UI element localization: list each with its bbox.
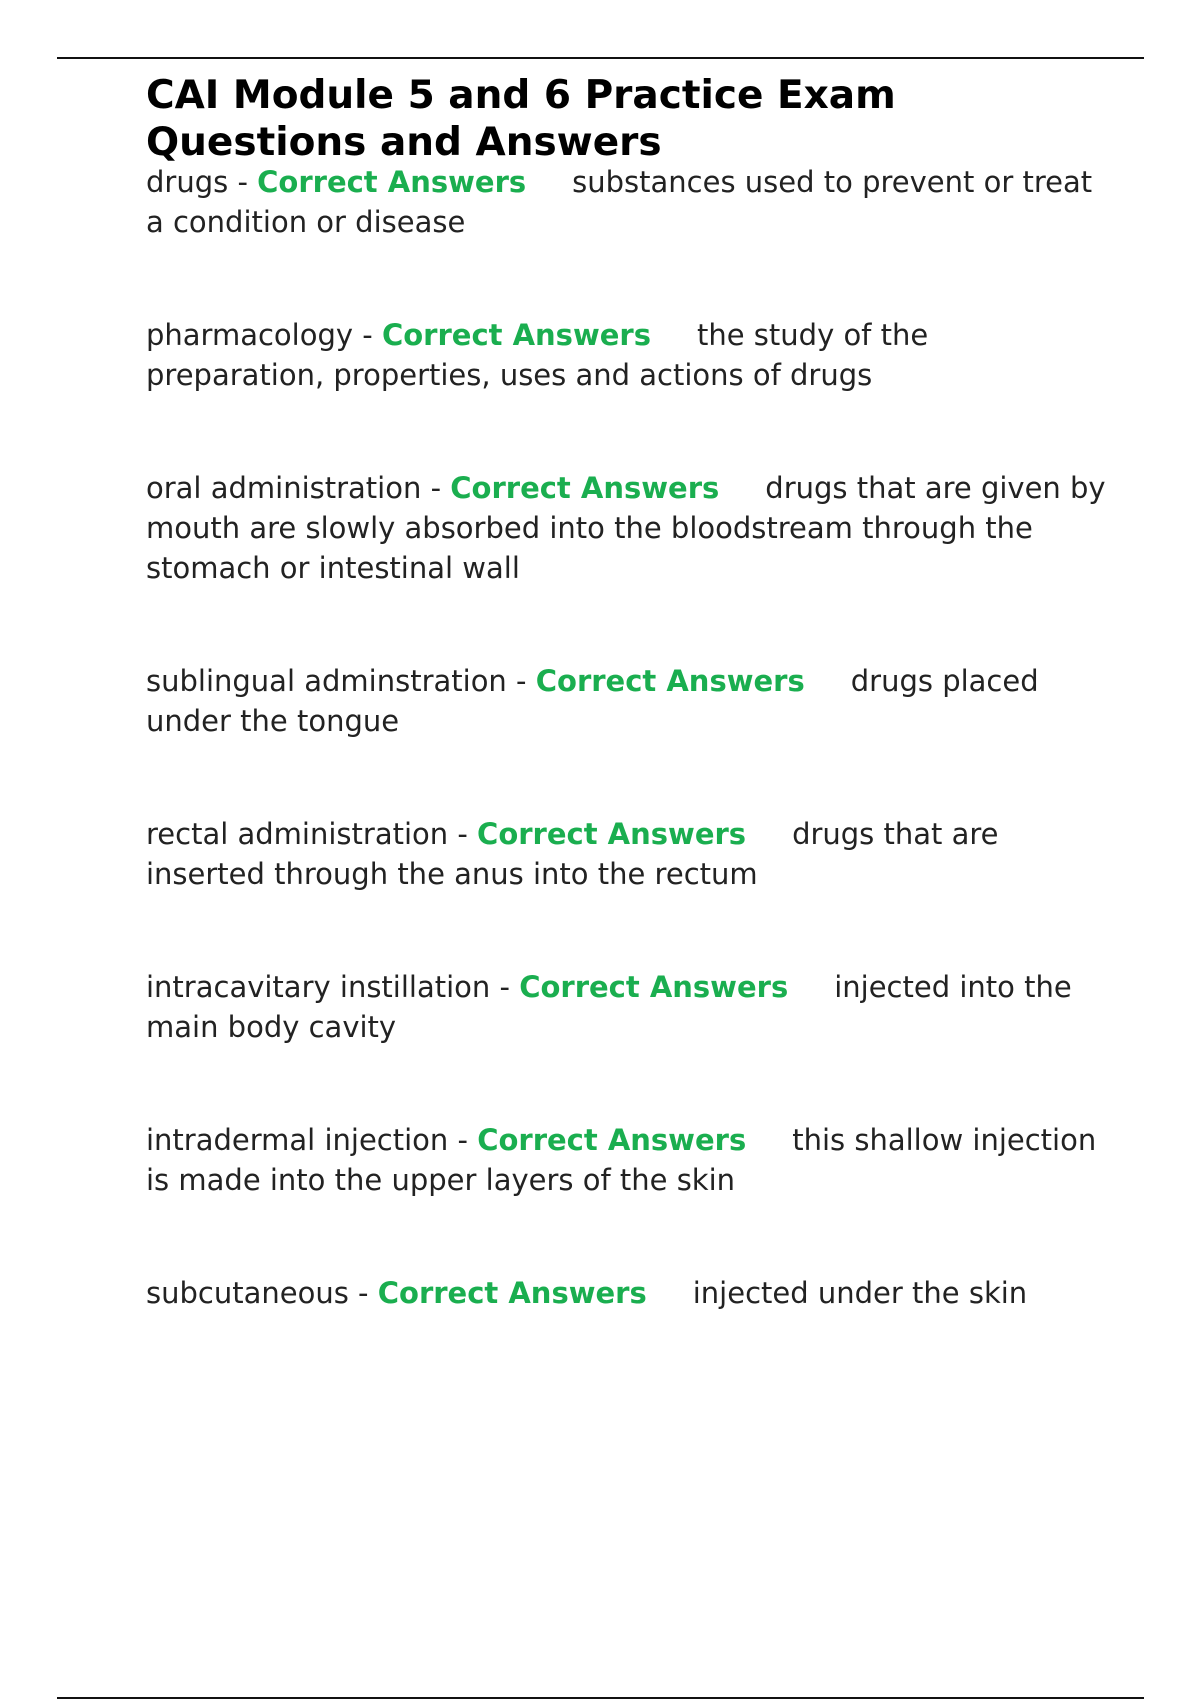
- answer-label: Correct Answers: [535, 664, 805, 698]
- document-title: CAI Module 5 and 6 Practice Exam Questions and Answers: [146, 73, 896, 165]
- definition: drugs that are given by mouth are slowly absorbed into the bloodstream through the stomach or intestinal wall: [146, 471, 1106, 585]
- term: intracavitary instillation: [146, 970, 491, 1004]
- qa-entry: sublingual adminstration - Correct Answers drugs placed under the tongue: [146, 664, 1039, 738]
- answer-label: Correct Answers: [381, 318, 651, 352]
- top-divider: [57, 57, 1144, 59]
- qa-entry: drugs - Correct Answers substances used to prevent or treat a condition or disease: [146, 165, 1093, 239]
- term: oral administration: [146, 471, 422, 505]
- term: sublingual adminstration: [146, 664, 507, 698]
- definition: drugs placed under the tongue: [146, 664, 1039, 738]
- qa-entry: intradermal injection - Correct Answers this shallow injection is made into the upper layers of the skin: [146, 1123, 1097, 1197]
- answer-label: Correct Answers: [477, 1123, 747, 1157]
- answer-label: Correct Answers: [477, 817, 747, 851]
- definition: the study of the preparation, properties, uses and actions of drugs: [146, 318, 929, 392]
- definition: substances used to prevent or treat a condition or disease: [146, 165, 1093, 239]
- term: pharmacology: [146, 318, 354, 352]
- bottom-divider: [57, 1697, 1144, 1699]
- definition: injected under the skin: [692, 1276, 1028, 1310]
- definition: drugs that are inserted through the anus into the rectum: [146, 817, 999, 891]
- definition: this shallow injection is made into the upper layers of the skin: [146, 1123, 1097, 1197]
- term: subcutaneous: [146, 1276, 349, 1310]
- term: intradermal injection: [146, 1123, 449, 1157]
- answer-label: Correct Answers: [450, 471, 720, 505]
- definition: injected into the main body cavity: [146, 970, 1072, 1044]
- qa-entry: intracavitary instillation - Correct Answers injected into the main body cavity: [146, 970, 1072, 1044]
- document-body: [146, 72, 1106, 1313]
- qa-entry: pharmacology - Correct Answers the study of the preparation, properties, uses and actions of drugs: [146, 318, 929, 392]
- term: rectal administration: [146, 817, 449, 851]
- term: drugs: [146, 165, 229, 199]
- answer-label: Correct Answers: [519, 970, 789, 1004]
- answer-label: Correct Answers: [257, 165, 527, 199]
- qa-entry: oral administration - Correct Answers drugs that are given by mouth are slowly absorbed into the bloodstream through the stomach or intestinal wall: [146, 471, 1106, 585]
- qa-entry: subcutaneous - Correct Answers injected under the skin: [146, 1276, 1028, 1310]
- qa-entry: rectal administration - Correct Answers drugs that are inserted through the anus into the rectum: [146, 817, 999, 891]
- answer-label: Correct Answers: [377, 1276, 647, 1310]
